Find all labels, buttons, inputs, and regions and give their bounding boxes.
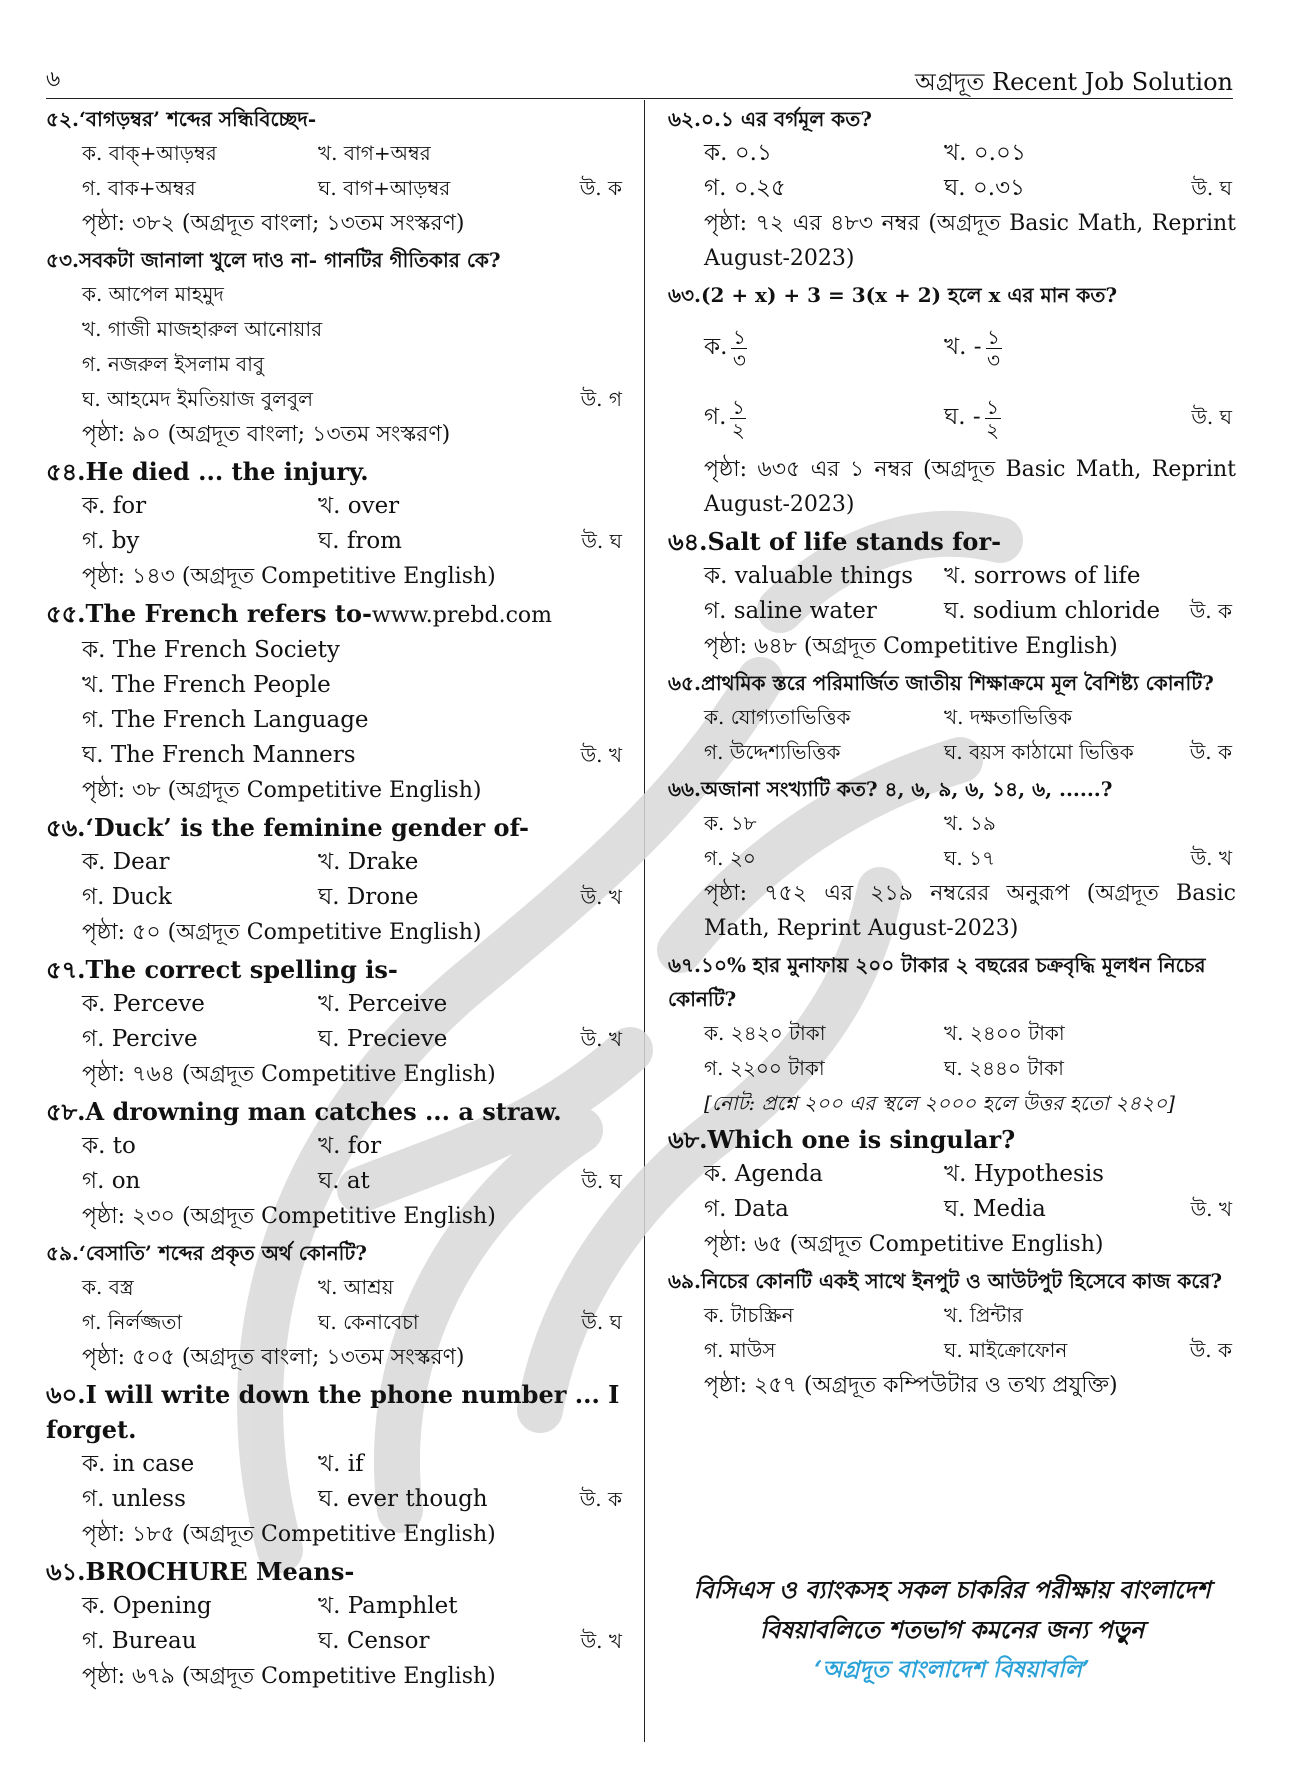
answer-label: উ. খ xyxy=(580,1629,622,1653)
option-a: ক. ০.১ xyxy=(704,140,772,166)
question-text: ৫২.‘বাগড়ম্বর’ শব্দের সন্ধিবিচ্ছেদ- xyxy=(46,107,317,131)
question-64 xyxy=(668,524,1236,664)
option-b: খ. প্রিন্টার xyxy=(944,1303,1024,1327)
option-a: ক. for xyxy=(82,493,147,519)
option-a: ক. valuable things xyxy=(704,563,914,589)
option-c: গ. ২০ xyxy=(704,846,756,870)
option-c: গ. ২২০০ টাকা xyxy=(704,1056,825,1080)
option-d: ঘ. from xyxy=(318,528,402,554)
question-text: ৬১.BROCHURE Means- xyxy=(46,1557,355,1586)
option-d: ঘ. Censor xyxy=(318,1628,430,1654)
question-62 xyxy=(668,102,1236,276)
reference: পৃষ্ঠা: ৭৫২ এর ২১৯ নম্বরের অনুরূপ (অগ্রদূত Basic Math, Reprint August-2023) xyxy=(704,881,1236,941)
option-d: ঘ. বয়স কাঠামো ভিত্তিক xyxy=(944,740,1134,764)
option-b: খ. if xyxy=(318,1451,364,1477)
option-a: ক. যোগ্যতাভিত্তিক xyxy=(704,705,851,729)
question-52 xyxy=(46,102,626,241)
reference: পৃষ্ঠা: ৬৫ (অগ্রদূত Competitive English) xyxy=(704,1232,1104,1257)
option-c: গ. উদ্দেশ্যভিত্তিক xyxy=(704,740,841,764)
question-54 xyxy=(46,454,626,594)
option-a: ক. Opening xyxy=(82,1593,212,1619)
option-d: ঘ. Precieve xyxy=(318,1026,448,1052)
option-b: খ. বাগ+অম্বর xyxy=(318,141,431,165)
page-number: ৬ xyxy=(46,67,61,92)
option-b: খ. দক্ষতাভিত্তিক xyxy=(944,705,1073,729)
left-column xyxy=(46,102,626,1696)
question-text: ৬৪.Salt of life stands for- xyxy=(668,527,1002,556)
option-c: গ. by xyxy=(82,528,140,554)
promo-book-title: ‘অগ্রদূত বাংলাদেশ বিষয়াবলি’ xyxy=(814,1656,1090,1683)
option-a: ক. ২৪২০ টাকা xyxy=(704,1021,826,1045)
option-b: খ. ০.০১ xyxy=(944,140,1026,166)
option-d: ঘ. মাইক্রোফোন xyxy=(944,1338,1068,1362)
promo-block xyxy=(668,1570,1236,1690)
reference: পৃষ্ঠা: ৫০ (অগ্রদূত Competitive English) xyxy=(82,920,482,945)
answer-label: উ. গ xyxy=(580,387,622,411)
option-d: ঘ. ০.৩১ xyxy=(944,175,1025,201)
option-c: গ. unless xyxy=(82,1486,186,1512)
question-text: ৬৭.১০% হার মুনাফায় ২০০ টাকার ২ বছরের চক্রবৃদ্ধি মূলধন নিচের কোনটি? xyxy=(668,953,1206,1011)
option-b: খ. ১৯ xyxy=(944,811,996,835)
question-text: ৬২.০.১ এর বর্গমূল কত? xyxy=(668,107,872,131)
reference: পৃষ্ঠা: ৯০ (অগ্রদূত বাংলা; ১৩তম সংস্করণ) xyxy=(82,422,451,447)
option-c: গ. মাউস xyxy=(704,1338,776,1362)
promo-line-2: বিষয়াবলিতে শতভাগ কমনের জন্য পড়ুন xyxy=(759,1615,1145,1644)
option-c: গ. Percive xyxy=(82,1026,198,1052)
answer-label: উ. ঘ xyxy=(581,1310,622,1334)
reference: পৃষ্ঠা: ২৫৭ (অগ্রদূত কম্পিউটার ও তথ্য প্রযুক্তি) xyxy=(704,1373,1118,1398)
reference: পৃষ্ঠা: ৭২ এর ৪৮৩ নম্বর (অগ্রদূত Basic Math, Reprint August-2023) xyxy=(704,211,1236,271)
question-53 xyxy=(46,243,626,452)
option-b: খ. Perceive xyxy=(318,991,448,1017)
option-a: ক. to xyxy=(82,1133,136,1159)
question-59 xyxy=(46,1236,626,1375)
header-title: অগ্রদূত Recent Job Solution xyxy=(915,68,1233,96)
option-b: খ. ২৪০০ টাকা xyxy=(944,1021,1065,1045)
option-a: ক. ১৮ xyxy=(704,811,757,835)
answer-label: উ. ঘ xyxy=(581,529,622,553)
option-a: ক. in case xyxy=(82,1451,195,1477)
answer-label: উ. ঘ xyxy=(581,1169,622,1193)
question-text: ৫৪.He died ... the injury. xyxy=(46,457,369,486)
question-text: ৬৩.(2 + x) + 3 = 3(x + 2) হলে x এর মান কত? xyxy=(668,283,1118,307)
answer-label: উ. খ xyxy=(580,1027,622,1051)
option-b: খ. The French People xyxy=(82,672,331,698)
option-b: খ. Drake xyxy=(318,849,419,875)
site-watermark-text: www.prebd.com xyxy=(371,603,553,628)
column-divider xyxy=(644,100,645,1742)
option-c: গ. Duck xyxy=(82,884,172,910)
option-c: গ. ০.২৫ xyxy=(704,175,786,201)
answer-label: উ. ঘ xyxy=(1191,405,1232,429)
answer-label: উ. ক xyxy=(1189,1338,1232,1362)
option-b: খ. sorrows of life xyxy=(944,563,1141,589)
option-b: খ. Pamphlet xyxy=(318,1593,458,1619)
option-b: খ. for xyxy=(318,1133,382,1159)
question-text: ৬৫.প্রাথমিক স্তরে পরিমার্জিত জাতীয় শিক্ষাক্রমে মূল বৈশিষ্ট্য কোনটি? xyxy=(668,671,1214,695)
option-a: ক. বাক্‌+আড়ম্বর xyxy=(82,141,217,165)
option-d: ঘ. sodium chloride xyxy=(944,598,1161,624)
answer-label: উ. খ xyxy=(580,885,622,909)
reference: পৃষ্ঠা: ১৮৫ (অগ্রদূত Competitive English) xyxy=(82,1522,496,1547)
question-68 xyxy=(668,1122,1236,1262)
question-60 xyxy=(46,1377,626,1552)
answer-label: উ. খ xyxy=(580,743,622,767)
question-text: ৬৮.Which one is singular? xyxy=(668,1125,1016,1154)
answer-label: উ. ক xyxy=(1189,740,1232,764)
option-c: গ. নজরুল ইসলাম বাবু xyxy=(82,352,265,376)
option-a: ক. The French Society xyxy=(82,637,340,663)
question-67 xyxy=(668,948,1236,1120)
option-a: ক. আপেল মাহমুদ xyxy=(82,282,224,306)
question-56 xyxy=(46,810,626,950)
note: [নোট: প্রশ্নে ২০০ এর স্থলে ২০০০ হলে উত্তর হতো ২৪২০] xyxy=(704,1091,1175,1115)
question-text: ৫৭.The correct spelling is- xyxy=(46,955,398,984)
option-a: ক. টাচস্ক্রিন xyxy=(704,1303,794,1327)
option-d: ঘ. Drone xyxy=(318,884,419,910)
option-c: গ. Bureau xyxy=(82,1628,197,1654)
answer-label: উ. ঘ xyxy=(1191,176,1232,200)
question-text: ৫৯.‘বেসাতি’ শব্দের প্রকৃত অর্থ কোনটি? xyxy=(46,1241,367,1265)
right-column xyxy=(668,102,1236,1405)
option-d: ঘ. ২৪৪০ টাকা xyxy=(944,1056,1064,1080)
question-66 xyxy=(668,772,1236,946)
reference: পৃষ্ঠা: ৬৩৫ এর ১ নম্বর (অগ্রদূত Basic Math, Reprint August-2023) xyxy=(704,457,1236,517)
promo-line-1: বিসিএস ও ব্যাংকসহ সকল চাকরির পরীক্ষায় বাংলাদেশ xyxy=(693,1575,1211,1604)
reference: পৃষ্ঠা: ৩৮২ (অগ্রদূত বাংলা; ১৩তম সংস্করণ) xyxy=(82,211,465,236)
question-65 xyxy=(668,666,1236,770)
option-b: খ. আশ্রয় xyxy=(318,1275,394,1299)
question-63 xyxy=(668,278,1236,522)
reference: পৃষ্ঠা: ৬৪৮ (অগ্রদূত Competitive English) xyxy=(704,634,1118,659)
answer-label: উ. খ xyxy=(1190,846,1232,870)
option-c: গ. বাক+অম্বর xyxy=(82,176,196,200)
question-57 xyxy=(46,952,626,1092)
answer-label: উ. ক xyxy=(1189,599,1232,623)
option-a: ক. Agenda xyxy=(704,1161,823,1187)
reference: পৃষ্ঠা: ২৩০ (অগ্রদূত Competitive English) xyxy=(82,1204,496,1229)
option-a: ক. বস্ত্র xyxy=(82,1275,134,1299)
reference: পৃষ্ঠা: ৬৭৯ (অগ্রদূত Competitive English) xyxy=(82,1664,496,1689)
reference: পৃষ্ঠা: ৭৬৪ (অগ্রদূত Competitive English) xyxy=(82,1062,496,1087)
option-d: ঘ. ১৭ xyxy=(944,846,996,870)
answer-label: উ. ক xyxy=(579,176,622,200)
option-c: গ. $\frac{১}{২}$ xyxy=(704,394,745,442)
answer-label: উ. ক xyxy=(579,1487,622,1511)
option-b: খ. গাজী মাজহারুল আনোয়ার xyxy=(82,317,323,341)
question-text: ৫৩.সবকটা জানালা খুলে দাও না- গানটির গীতিকার কে? xyxy=(46,248,501,272)
question-text: ৫৮.A drowning man catches ... a straw. xyxy=(46,1097,562,1126)
option-d: ঘ. - $\frac{১}{২}$ xyxy=(944,394,1000,442)
option-b: খ. - $\frac{১}{৩}$ xyxy=(944,324,1000,372)
option-a: ক. $\frac{১}{৩}$ xyxy=(704,324,746,372)
option-c: গ. on xyxy=(82,1168,141,1194)
option-c: গ. saline water xyxy=(704,598,877,624)
question-69 xyxy=(668,1264,1236,1403)
question-text: ৬৯.নিচের কোনটি একই সাথে ইনপুট ও আউটপুট হিসেবে কাজ করে? xyxy=(668,1269,1223,1293)
option-d: ঘ. The French Manners xyxy=(82,742,356,768)
option-a: ক. Perceve xyxy=(82,991,205,1017)
option-d: ঘ. কেনাবেচা xyxy=(318,1310,419,1334)
option-d: ঘ. আহমেদ ইমতিয়াজ বুলবুল xyxy=(82,387,314,411)
option-c: গ. নির্লজ্জতা xyxy=(82,1310,183,1334)
question-text: ৫৬.‘Duck’ is the feminine gender of- xyxy=(46,813,529,842)
question-text: ৬০.I will write down the phone number ... I forget. xyxy=(46,1380,620,1444)
option-c: গ. The French Language xyxy=(82,707,369,733)
option-b: খ. Hypothesis xyxy=(944,1161,1104,1187)
header-rule xyxy=(46,98,1233,99)
option-d: ঘ. ever though xyxy=(318,1486,488,1512)
option-a: ক. Dear xyxy=(82,849,170,875)
question-55 xyxy=(46,596,626,808)
question-58 xyxy=(46,1094,626,1234)
reference: পৃষ্ঠা: ৫০৫ (অগ্রদূত বাংলা; ১৩তম সংস্করণ) xyxy=(82,1345,465,1370)
answer-label: উ. খ xyxy=(1190,1197,1232,1221)
reference: পৃষ্ঠা: ৩৮ (অগ্রদূত Competitive English) xyxy=(82,778,482,803)
question-text: ৫৫.The French refers to-www.prebd.com xyxy=(46,599,553,628)
option-d: ঘ. Media xyxy=(944,1196,1046,1222)
option-b: খ. over xyxy=(318,493,400,519)
question-text: ৬৬.অজানা সংখ্যাটি কত? ৪, ৬, ৯, ৬, ১৪, ৬, ......? xyxy=(668,777,1113,801)
option-d: ঘ. at xyxy=(318,1168,370,1194)
reference: পৃষ্ঠা: ১৪৩ (অগ্রদূত Competitive English) xyxy=(82,564,496,589)
option-c: গ. Data xyxy=(704,1196,789,1222)
option-d: ঘ. বাগ+আড়ম্বর xyxy=(318,176,451,200)
question-61 xyxy=(46,1554,626,1694)
